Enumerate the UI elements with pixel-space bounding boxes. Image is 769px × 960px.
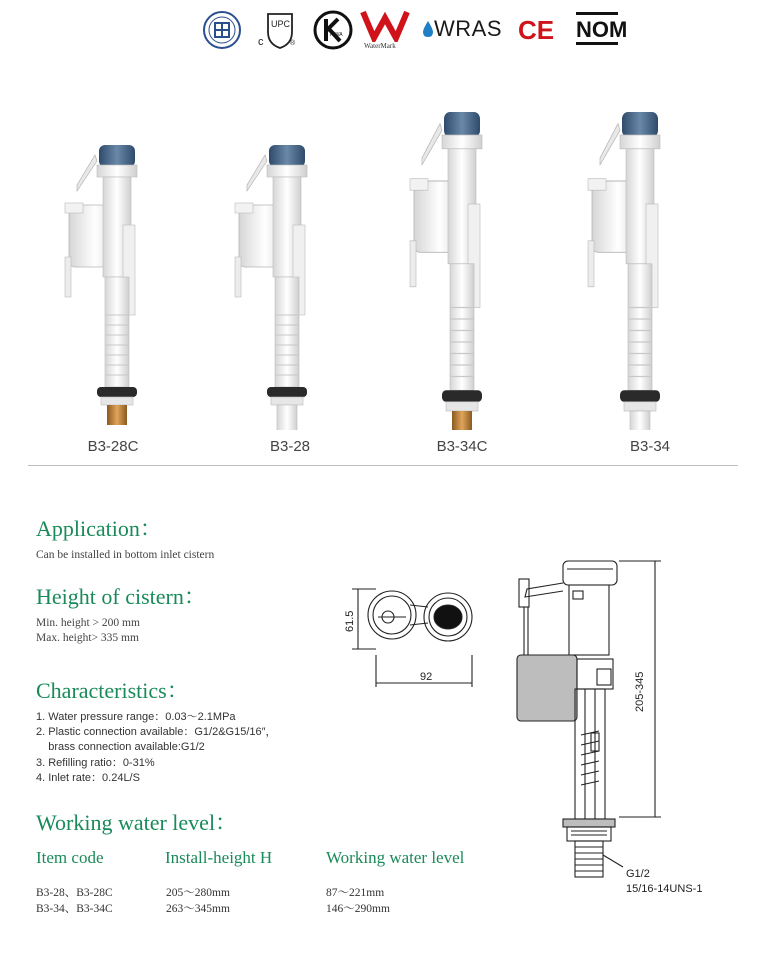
certification-logos [200,8,628,52]
dimension-total-height: 205-345 [634,671,646,712]
install-height-cell: 205～280mm [166,887,230,899]
characteristics-heading: Characteristics： [36,678,189,703]
working-level-cell: 87～221mm [326,887,385,899]
certification-seal-icon [200,10,244,50]
application-heading: Application： [36,516,162,541]
cupc-registered-text: ® [290,40,296,47]
characteristic-item: brass connection available:G1/2 [36,741,205,753]
cistern-min-height: Min. height > 200 mm [36,617,140,629]
product-b3-28-image [235,145,307,430]
cupc-logo [258,8,302,52]
watermark-logo [360,8,410,52]
kiwa-text: KIWA [330,32,343,38]
cupc-shield-icon [258,8,302,52]
column-header-working-level: Working water level [326,848,465,867]
product-b3-34c-image [410,112,482,430]
thread-spec-primary: G1/2 [626,868,650,880]
product-code-label: B3-28 [269,438,311,455]
product-b3-28c-image [65,145,137,425]
item-code-cell: B3-28、B3-28C [36,887,113,899]
cistern-heading: Height of cistern： [36,584,206,609]
water-level-heading: Working water level： [36,810,238,835]
characteristic-item: 2. Plastic connection available：G1/2&G15/16″， [36,726,277,738]
ce-logo: CE [518,15,555,45]
kiwa-k-icon [313,10,353,50]
cupc-text: UPC [271,19,291,29]
product-code-label: B3-34C [436,438,488,455]
nom-bottom-bar [576,42,618,45]
working-level-cell: 146～290mm [326,903,390,915]
side-view-drawing [505,555,675,900]
water-drop-icon [422,20,434,38]
watermark-w-icon [360,8,410,42]
watermark-caption: WaterMark [364,42,396,50]
nom-top-bar [576,12,618,15]
characteristic-item: 3. Refilling ratio：0-31% [36,757,155,769]
kiwa-logo [313,10,353,50]
product-code-label: B3-28C [87,438,139,455]
cistern-max-height: Max. height> 335 mm [36,632,139,644]
wras-text: WRAS [434,16,502,41]
nom-text: NOM [576,17,628,42]
thread-spec-secondary: 15/16-14UNS-1 [626,883,703,895]
dimension-top-height: 61.5 [344,610,356,632]
product-images [0,90,769,430]
product-code-label: B3-34 [629,438,671,455]
application-text: Can be installed in bottom inlet cistern [36,549,215,561]
section-divider [28,465,738,466]
column-header-item-code: Item code [36,848,104,867]
nom-logo [576,12,628,46]
dimension-top-width: 92 [420,671,433,683]
install-height-cell: 263～345mm [166,903,230,915]
characteristic-item: 4. Inlet rate：0.24L/S [36,772,140,784]
product-b3-34-image [588,112,660,430]
cupc-c-text: c [258,36,264,48]
item-code-cell: B3-34、B3-34C [36,903,113,915]
column-header-install-height: Install-height H [165,848,273,867]
characteristic-item: 1. Water pressure range：0.03～2.1MPa [36,711,236,723]
